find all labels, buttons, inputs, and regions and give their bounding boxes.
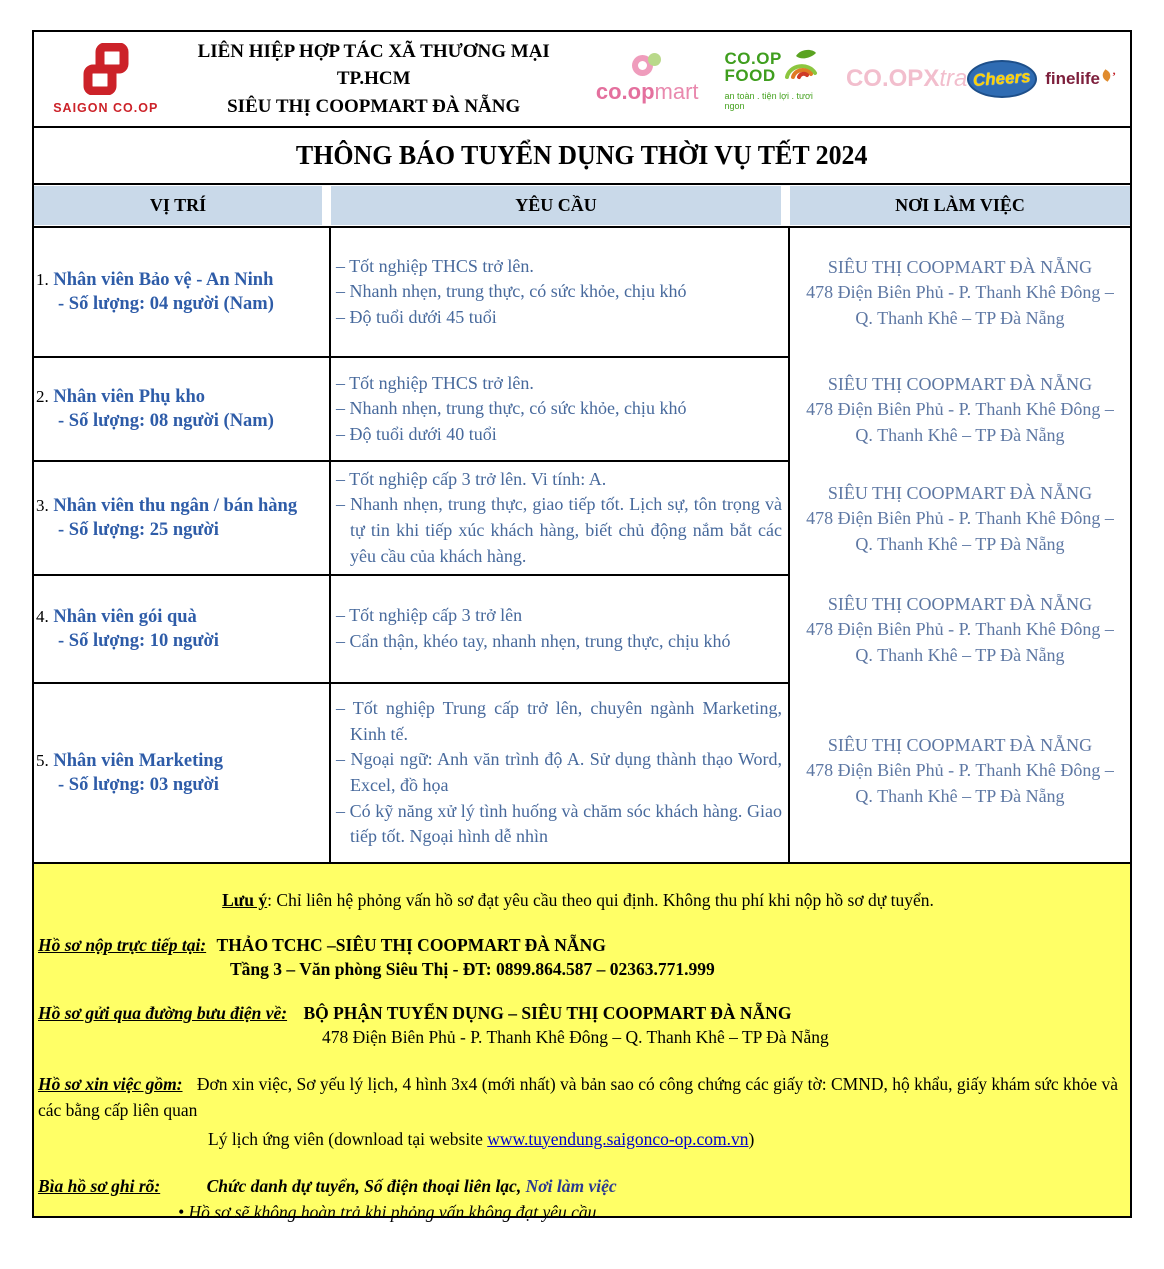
position-quantity: - Số lượng: 03 người <box>58 775 219 795</box>
org-line-2: SIÊU THỊ COOPMART ĐÀ NẴNG <box>227 95 521 117</box>
positions-table <box>32 226 1132 864</box>
finelife-leaf-icon <box>1100 69 1113 82</box>
saigon-coop-label: SAIGON CO.OP <box>53 101 159 115</box>
table-row-4-position: 4. Nhân viên gói quà - Số lượng: 10 người <box>34 576 331 684</box>
table-header-row <box>32 183 1132 228</box>
workplace-block: SIÊU THỊ COOPMART ĐÀ NẴNG 478 Điện Biên Phủ - P. Thanh Khê Đông – Q. Thanh Khê – TP Đà Nẵng <box>806 373 1114 445</box>
position-title: Nhân viên gói quà <box>53 606 197 627</box>
page-title: THÔNG BÁO TUYỂN DỤNG THỜI VỤ TẾT 2024 <box>296 140 868 170</box>
requirement-line: – Tốt nghiệp THCS trở lên. <box>336 255 534 276</box>
workplace-column <box>790 228 1130 862</box>
requirement-line: – Nhanh nhẹn, trung thực, có sức khỏe, chịu khó <box>336 398 687 419</box>
recruitment-website-link[interactable]: www.tuyendung.saigonco-op.com.vn <box>487 1128 749 1149</box>
cheers-wordmark: Cheers <box>972 67 1032 90</box>
position-title: Nhân viên Marketing <box>53 750 223 771</box>
coopfood-swirl-icon <box>782 47 820 88</box>
column-header-position: VỊ TRÍ <box>34 186 322 225</box>
column-header-workplace: NƠI LÀM VIỆC <box>790 186 1130 225</box>
mail-submission-address: 478 Điện Biên Phủ - P. Thanh Khê Đông – Q. Thanh Khê – TP Đà Nẵng <box>322 1027 829 1047</box>
documents-value: Đơn xin việc, Sơ yếu lý lịch, 4 hình 3x4 (mới nhất) và bản sao có công chứng các giấy tờ: CMND, hộ khẩu, giấy khám sức khỏe và các bằng cấp liên quan <box>38 1074 1118 1121</box>
coopfood-wordmark: CO.OP FOOD <box>724 49 782 85</box>
coopmart-logo <box>596 53 699 105</box>
requirement-line: – Tốt nghiệp Trung cấp trở lên, chuyên ngành Marketing, Kinh tế. <box>336 698 782 744</box>
documents-line <box>38 1071 1118 1152</box>
workplace-block: SIÊU THỊ COOPMART ĐÀ NẴNG 478 Điện Biên Phủ - P. Thanh Khê Đông – Q. Thanh Khê – TP Đà Nẵng <box>806 734 1114 806</box>
requirement-line: – Cẩn thận, khéo tay, nhanh nhẹn, trung thực, chịu khó <box>336 631 731 651</box>
mail-submission-line <box>38 1003 1118 1048</box>
requirement-line: – Độ tuổi dưới 45 tuổi <box>336 306 497 327</box>
direct-submission-label: Hồ sơ nộp trực tiếp tại: <box>38 935 207 955</box>
coopxtra-logo: CO.OPXtra <box>845 65 968 92</box>
column-header-requirements: YÊU CẦU <box>331 186 781 225</box>
requirement-line: – Ngoại ngữ: Anh văn trình độ A. Sử dụng thành thạo Word, Excel, đồ họa <box>336 749 782 795</box>
requirement-line: – Tốt nghiệp cấp 3 trở lên <box>336 605 523 626</box>
table-row-1-position: 1. Nhân viên Bảo vệ - An Ninh - Số lượng: 04 người (Nam) <box>34 228 331 358</box>
table-row-2-requirements <box>331 358 790 462</box>
organization-name <box>160 38 588 121</box>
direct-submission-value: THẢO TCHC –SIÊU THỊ COOPMART ĐÀ NẴNG <box>216 935 606 955</box>
coopfood-logo <box>725 47 826 111</box>
no-return-note: • Hồ sơ sẽ không hoàn trả khi phỏng vấn không đạt yêu cầu. <box>178 1201 601 1222</box>
coopfood-tagline: an toàn . tiện lợi . tươi ngon <box>724 91 813 111</box>
cover-instructions-line: Bìa hồ sơ ghi rõ: Chức danh dự tuyển, Số điện thoại liên lạc, Nơi làm việc • Hồ sơ sẽ không hoàn trả khi phỏng vấn không đạt yêu cầu. <box>38 1176 1118 1223</box>
workplace-block: SIÊU THỊ COOPMART ĐÀ NẴNG 478 Điện Biên Phủ - P. Thanh Khê Đông – Q. Thanh Khê – TP Đà Nẵng <box>806 593 1114 665</box>
finelife-wordmark: finelife <box>1045 69 1100 88</box>
table-row-5-requirements <box>331 684 790 862</box>
recruitment-notice-document <box>32 30 1132 1222</box>
table-row-3-position: 3. Nhân viên thu ngân / bán hàng - Số lượng: 25 người <box>34 462 331 576</box>
resume-download-line: Lý lịch ứng viên (download tại website www.tuyendung.saigonco-op.com.vn) <box>208 1128 755 1149</box>
direct-submission-line <box>38 935 1118 980</box>
notice-line: Lưu ý: Chỉ liên hệ phỏng vấn hồ sơ đạt yêu cầu theo qui định. Không thu phí khi nộp hồ sơ dự tuyển. <box>222 890 934 910</box>
finelife-logo <box>1045 69 1116 89</box>
mail-submission-label: Hồ sơ gửi qua đường bưu điện về: <box>38 1003 288 1023</box>
notice-label: Lưu ý <box>222 890 268 910</box>
direct-submission-detail: Tầng 3 – Văn phòng Siêu Thị - ĐT: 0899.864.587 – 02363.771.999 <box>230 959 715 979</box>
workplace-block: SIÊU THỊ COOPMART ĐÀ NẴNG 478 Điện Biên Phủ - P. Thanh Khê Đông – Q. Thanh Khê – TP Đà Nẵng <box>806 482 1114 554</box>
saigon-coop-logo <box>52 43 160 115</box>
requirement-line: – Tốt nghiệp THCS trở lên. <box>336 372 534 393</box>
documents-label: Hồ sơ xin việc gồm: <box>38 1074 183 1094</box>
requirement-line: – Độ tuổi dưới 40 tuổi <box>336 423 497 444</box>
brand-logos-row <box>588 47 1120 111</box>
requirement-line: – Nhanh nhẹn, trung thực, có sức khỏe, chịu khó <box>336 281 687 302</box>
table-row-2-position: 2. Nhân viên Phụ kho - Số lượng: 08 người (Nam) <box>34 358 331 462</box>
document-header <box>32 30 1132 128</box>
requirement-line: – Có kỹ năng xử lý tình huống và chăm sóc khách hàng. Giao tiếp tốt. Ngoại hình dễ nhìn <box>336 800 782 847</box>
cover-workplace-field: Nơi làm việc <box>525 1175 617 1196</box>
position-title: Nhân viên thu ngân / bán hàng <box>53 495 298 516</box>
position-quantity: - Số lượng: 25 người <box>58 520 219 540</box>
position-title: Nhân viên Phụ kho <box>53 386 206 407</box>
table-row-1-requirements <box>331 228 790 358</box>
requirement-line: – Tốt nghiệp cấp 3 trở lên. Vi tính: A. <box>336 468 607 489</box>
coopmart-wordmark: co.opmart <box>595 79 699 104</box>
workplace-block: SIÊU THỊ COOPMART ĐÀ NẴNG 478 Điện Biên Phủ - P. Thanh Khê Đông – Q. Thanh Khê – TP Đà Nẵng <box>806 256 1114 328</box>
table-row-5-position: 5. Nhân viên Marketing - Số lượng: 03 người <box>34 684 331 862</box>
position-title: Nhân viên Bảo vệ - An Ninh <box>53 269 274 290</box>
saigon-coop-icon <box>80 43 132 100</box>
coopmart-bubbles-icon <box>630 53 664 79</box>
org-line-1: LIÊN HIỆP HỢP TÁC XÃ THƯƠNG MẠI TP.HCM <box>197 40 550 90</box>
position-quantity: - Số lượng: 08 người (Nam) <box>58 411 274 431</box>
table-row-4-requirements <box>331 576 790 684</box>
title-band <box>32 126 1132 185</box>
requirement-line: – Nhanh nhẹn, trung thực, giao tiếp tốt. Lịch sự, tôn trọng và tự tin khi tiếp xúc khách hàng, biết chủ động nắm bắt các yêu cầu của khách hàng. <box>336 494 782 566</box>
table-row-3-requirements <box>331 462 790 576</box>
cover-label: Bìa hồ sơ ghi rõ: <box>38 1175 161 1196</box>
mail-submission-value: BỘ PHẬN TUYỂN DỤNG – SIÊU THỊ COOPMART ĐÀ NẴNG <box>303 1003 792 1023</box>
notes-section <box>32 862 1132 1222</box>
position-quantity: - Số lượng: 10 người <box>58 631 219 651</box>
cheers-logo <box>967 60 1037 98</box>
finelife-accent-icon: ’ <box>1112 69 1116 83</box>
cover-fields: Chức danh dự tuyển, Số điện thoại liên lạc <box>206 1175 517 1196</box>
position-quantity: - Số lượng: 04 người (Nam) <box>58 294 274 314</box>
